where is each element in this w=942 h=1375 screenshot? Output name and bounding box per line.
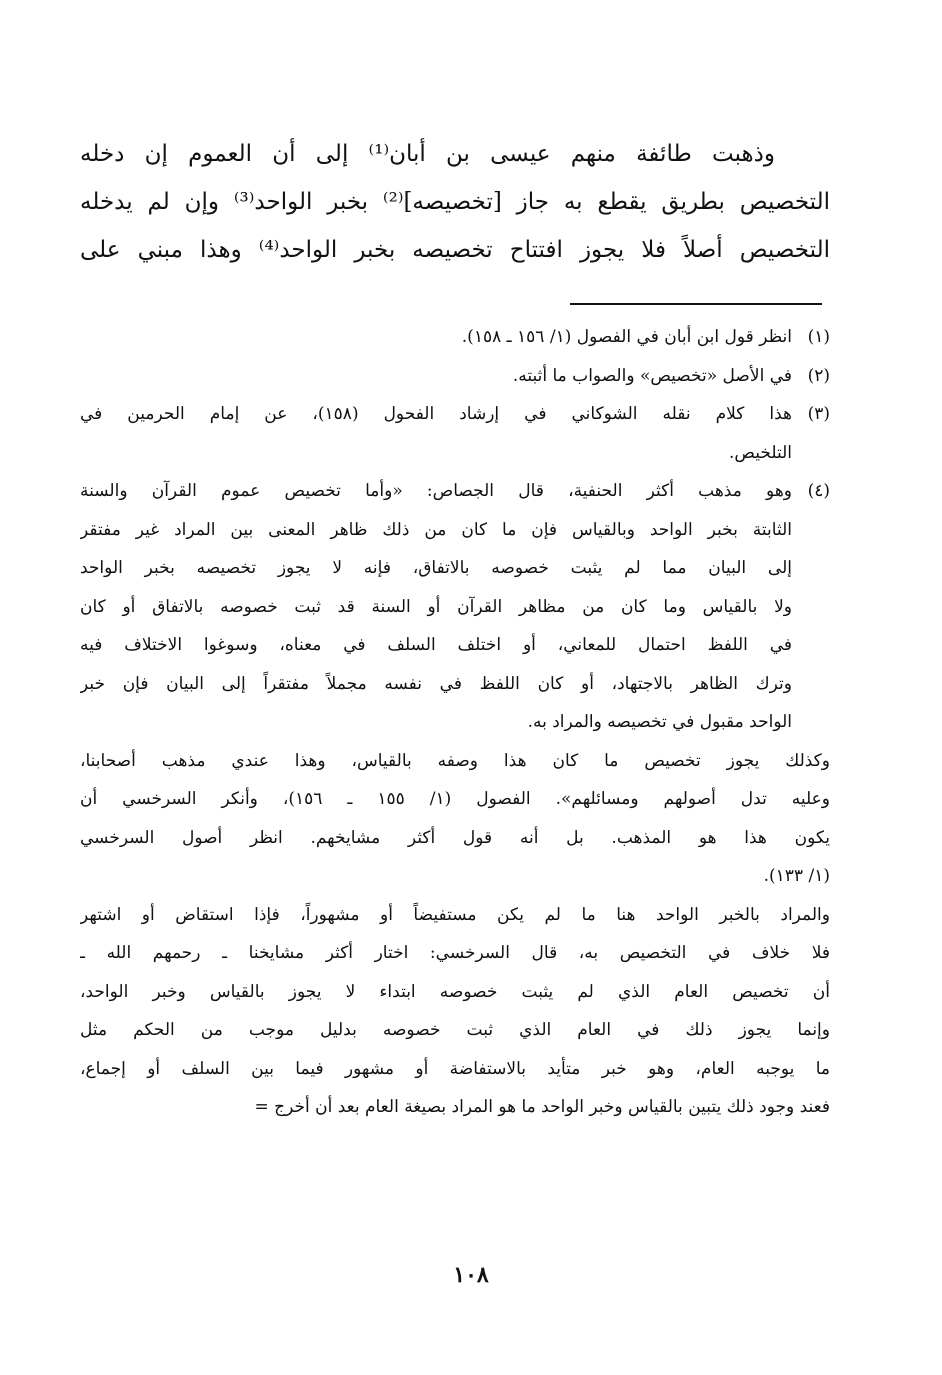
footnote-number: (٣) [807,404,830,424]
footnote-line: انظر قول ابن أبان في الفصول (١/ ١٥٦ ـ ١٥٨). [461,327,792,347]
footnote-continuation [80,896,830,1127]
footnote-line: وإنما يجوز ذلك في العام الذي ثبت خصوصه بدليل موجب من الحكم مثل [80,1020,830,1040]
footnote-continuation [80,742,830,896]
footnotes [80,318,830,1127]
footnote-number: (٢) [807,365,830,386]
footnote [80,318,830,357]
footnote-line: وهو مذهب أكثر الحنفية، قال الجصاص: «وأما تخصيص عموم القرآن والسنة [80,481,792,501]
footnote-line: إلى البيان مما لم يثبت خصوصه بالاتفاق، فإنه لا يجوز تخصيصه بخبر الواحد [80,558,792,578]
footnote-number: (٤) [807,481,830,501]
footnote-separator [570,303,822,305]
footnote-line: فعند وجود ذلك يتبين بالقياس وخبر الواحد ما هو المراد بصيغة العام بعد أن أخرج = [254,1097,830,1117]
footnote-line: هذا كلام نقله الشوكاني في إرشاد الفحول (١٥٨)، عن إمام الحرمين في [80,404,792,424]
main-text [80,130,830,274]
footnote-line: في الأصل «تخصيص» والصواب ما أثبته. [512,365,792,386]
footnote-line: في اللفظ احتمال للمعاني، أو اختلف السلف في معناه، وسوغوا الاختلاف فيه [80,635,792,655]
footnote-line: وترك الظاهر بالاجتهاد، أو كان اللفظ في نفسه مجملاً مفتقراً إلى البيان فإن خبر [80,673,792,694]
footnote-line: يكون هذا هو المذهب. بل أنه قول أكثر مشايخهم. انظر أصول السرخسي [80,827,830,848]
footnote-line: (١/ ١٣٣). [763,866,830,886]
footnote-line: فلا خلاف في التخصيص به، قال السرخسي: اختار أكثر مشايخنا ـ رحمهم الله ـ [80,943,830,963]
footnote-line: وكذلك يجوز تخصيص ما كان هذا وصفه بالقياس، وهذا عندي مذهب أصحابنا، [80,750,830,771]
footnote-line: التلخيص. [729,442,792,463]
footnote-line: أن تخصيص العام الذي لم يثبت خصوصه ابتداء لا يجوز بالقياس وخبر الواحد، [80,981,830,1002]
footnote [80,395,830,472]
main-text-line: التخصيص أصلاً فلا يجوز افتتاح تخصيصه بخبر الواحد⁽⁴⁾ وهذا مبني على [80,237,830,263]
footnote-number: (١) [807,327,830,347]
footnote-line: الواحد مقبول في تخصيصه والمراد به. [527,712,792,732]
footnote [80,472,830,742]
page-number: ١٠٨ [453,1262,489,1288]
main-text-line: التخصيص بطريق يقطع به جاز [تخصيصه]⁽²⁾ بخبر الواحد⁽³⁾ وإن لم يدخله [80,189,830,215]
main-text-line: وذهبت طائفة منهم عيسى بن أبان⁽¹⁾ إلى أن العموم إن دخله [80,141,775,167]
footnote-line: الثابتة بخبر الواحد وبالقياس فإن ما كان من ذلك ظاهر المعنى بين المراد غير مفتقر [80,519,792,540]
footnote-line: وعليه تدل أصولهم ومسائلهم». الفصول (١/ ١٥٥ ـ ١٥٦)، وأنكر السرخسي أن [80,789,830,809]
footnote-line: ولا بالقياس وما كان من مظاهر القرآن أو السنة قد ثبت خصوصه بالاتفاق أو كان [80,596,792,617]
footnote-line: والمراد بالخبر الواحد هنا ما لم يكن مستفيضاً أو مشهوراً، فإذا استقاض أو اشتهر [80,904,830,925]
footnote [80,357,830,396]
footnote-line: ما يوجبه العام، وهو خبر متأيد بالاستفاضة أو مشهور فيما بين السلف أو إجماع، [80,1058,830,1079]
